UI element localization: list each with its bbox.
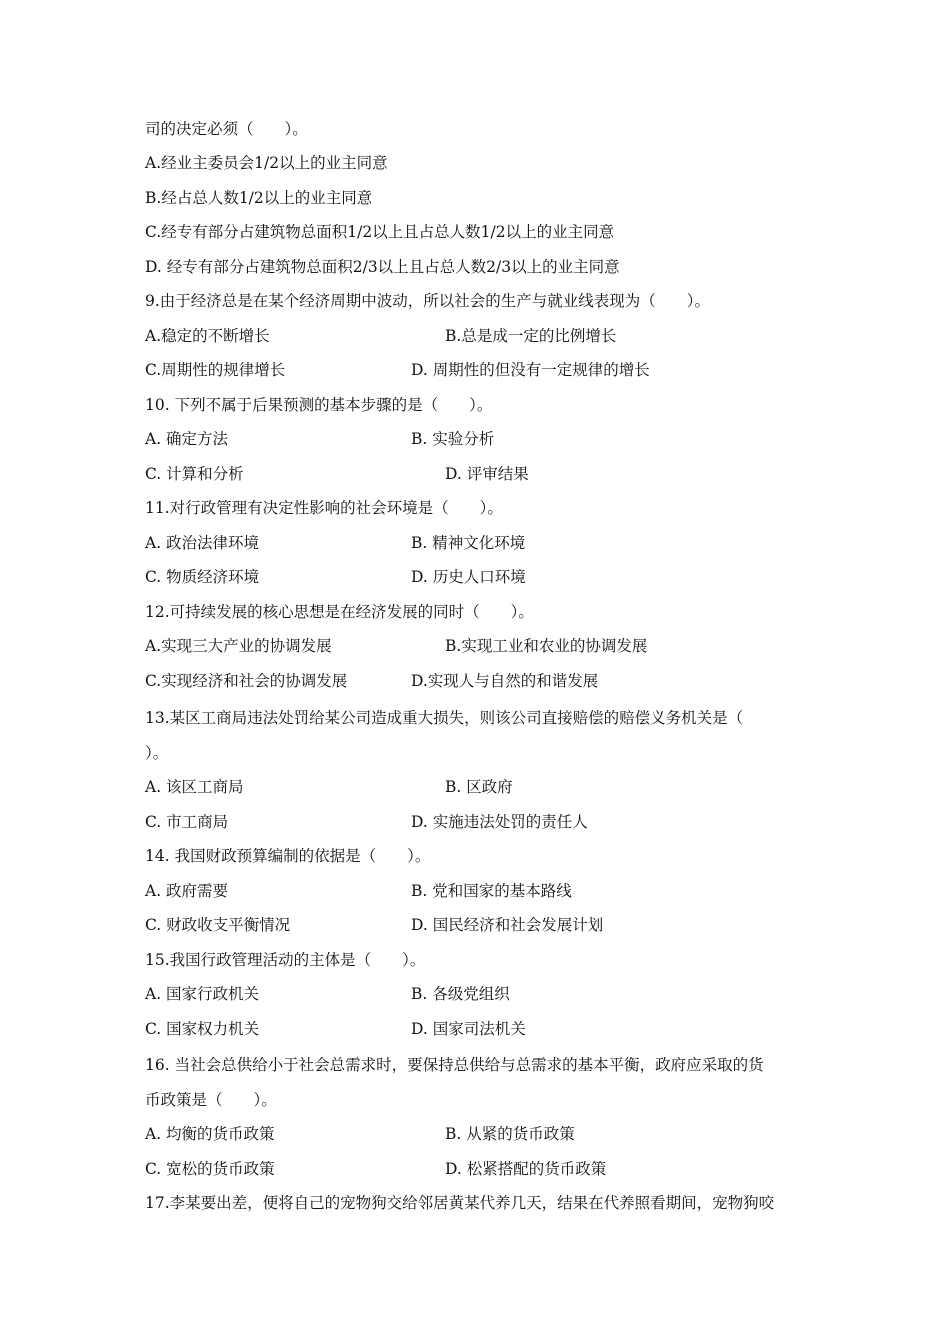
question-11-options-row-2 bbox=[145, 567, 526, 587]
question-13-stem-cont: ）。 bbox=[145, 744, 169, 762]
question-17-stem: 17.李某要出差，便将自己的宠物狗交给邻居黄某代养几天，结果在代养照看期间，宠物狗咬 bbox=[145, 1194, 775, 1212]
question-8-option-a: A.经业主委员会1/2以上的业主同意 bbox=[145, 154, 388, 172]
question-13-option-b: B. 区政府 bbox=[445, 778, 513, 796]
question-8-option-c: C.经专有部分占建筑物总面积1/2以上且占总人数1/2以上的业主同意 bbox=[145, 223, 615, 241]
question-10-options-row-1 bbox=[145, 429, 495, 449]
question-13-stem: 13.某区工商局违法处罚给某公司造成重大损失，则该公司直接赔偿的赔偿义务机关是（ bbox=[145, 709, 744, 727]
question-9-stem: 9.由于经济总是在某个经济周期中波动，所以社会的生产与就业线表现为（ ）。 bbox=[145, 292, 711, 310]
question-10-option-c: C. 计算和分析 bbox=[145, 465, 244, 483]
question-14-option-a: A. 政府需要 bbox=[145, 882, 229, 900]
question-10-option-d: D. 评审结果 bbox=[445, 465, 529, 483]
question-12-option-c: C.实现经济和社会的协调发展 bbox=[145, 672, 348, 690]
question-16-options-row-2 bbox=[145, 1159, 607, 1179]
question-14-option-c: C. 财政收支平衡情况 bbox=[145, 916, 291, 934]
question-15-options-row-1 bbox=[145, 984, 510, 1004]
question-14-option-d: D. 国民经济和社会发展计划 bbox=[411, 916, 604, 934]
question-10-options-row-2 bbox=[145, 464, 529, 484]
question-16-options-row-1 bbox=[145, 1124, 575, 1144]
question-15-option-a: A. 国家行政机关 bbox=[145, 985, 260, 1003]
question-10-option-a: A. 确定方法 bbox=[145, 430, 229, 448]
question-14-option-b: B. 党和国家的基本路线 bbox=[411, 882, 572, 900]
question-11-options-row-1 bbox=[145, 533, 526, 553]
question-16-option-c: C. 宽松的货币政策 bbox=[145, 1160, 275, 1178]
question-15-option-c: C. 国家权力机关 bbox=[145, 1020, 260, 1038]
question-14-stem: 14. 我国财政预算编制的依据是（ ）。 bbox=[145, 847, 431, 865]
question-12-stem: 12.可持续发展的核心思想是在经济发展的同时（ ）。 bbox=[145, 603, 534, 621]
question-16-option-d: D. 松紧搭配的货币政策 bbox=[445, 1160, 607, 1178]
question-11-stem: 11.对行政管理有决定性影响的社会环境是（ ）。 bbox=[145, 499, 503, 517]
question-9-option-b: B.总是成一定的比例增长 bbox=[445, 327, 617, 345]
question-13-options-row-1 bbox=[145, 777, 513, 797]
question-11-option-a: A. 政治法律环境 bbox=[145, 534, 260, 552]
question-12-option-d: D.实现人与自然的和谐发展 bbox=[411, 672, 599, 690]
question-15-options-row-2 bbox=[145, 1019, 526, 1039]
question-14-options-row-2 bbox=[145, 915, 604, 935]
question-15-option-d: D. 国家司法机关 bbox=[411, 1020, 526, 1038]
question-10-stem: 10. 下列不属于后果预测的基本步骤的是（ ）。 bbox=[145, 396, 493, 414]
question-9-option-a: A.稳定的不断增长 bbox=[145, 327, 270, 345]
question-10-option-b: B. 实验分析 bbox=[411, 430, 495, 448]
question-8-option-d: D. 经专有部分占建筑物总面积2/3以上且占总人数2/3以上的业主同意 bbox=[145, 258, 620, 276]
question-16-stem-cont: 币政策是（ ）。 bbox=[145, 1091, 277, 1109]
question-13-option-d: D. 实施违法处罚的责任人 bbox=[411, 813, 588, 831]
question-9-option-d: D. 周期性的但没有一定规律的增长 bbox=[411, 361, 650, 379]
question-13-options-row-2 bbox=[145, 812, 588, 832]
question-16-option-a: A. 均衡的货币政策 bbox=[145, 1125, 275, 1143]
question-9-options-row-2 bbox=[145, 360, 650, 380]
question-12-options-row-1 bbox=[145, 636, 648, 656]
question-16-option-b: B. 从紧的货币政策 bbox=[445, 1125, 575, 1143]
question-15-stem: 15.我国行政管理活动的主体是（ ）。 bbox=[145, 951, 426, 969]
question-13-option-c: C. 市工商局 bbox=[145, 813, 229, 831]
question-12-option-a: A.实现三大产业的协调发展 bbox=[145, 637, 332, 655]
question-8-option-b: B.经占总人数1/2以上的业主同意 bbox=[145, 189, 373, 207]
question-9-options-row-1 bbox=[145, 326, 617, 346]
question-12-options-row-2 bbox=[145, 671, 599, 691]
question-11-option-c: C. 物质经济环境 bbox=[145, 568, 260, 586]
question-15-option-b: B. 各级党组织 bbox=[411, 985, 510, 1003]
question-16-stem: 16. 当社会总供给小于社会总需求时，要保持总供给与总需求的基本平衡，政府应采取的货 bbox=[145, 1056, 764, 1074]
question-8-stem-tail: 司的决定必须（ ）。 bbox=[145, 120, 308, 138]
question-12-option-b: B.实现工业和农业的协调发展 bbox=[445, 637, 648, 655]
question-11-option-b: B. 精神文化环境 bbox=[411, 534, 526, 552]
question-11-option-d: D. 历史人口环境 bbox=[411, 568, 526, 586]
question-9-option-c: C.周期性的规律增长 bbox=[145, 361, 286, 379]
question-13-option-a: A. 该区工商局 bbox=[145, 778, 244, 796]
question-14-options-row-1 bbox=[145, 881, 572, 901]
